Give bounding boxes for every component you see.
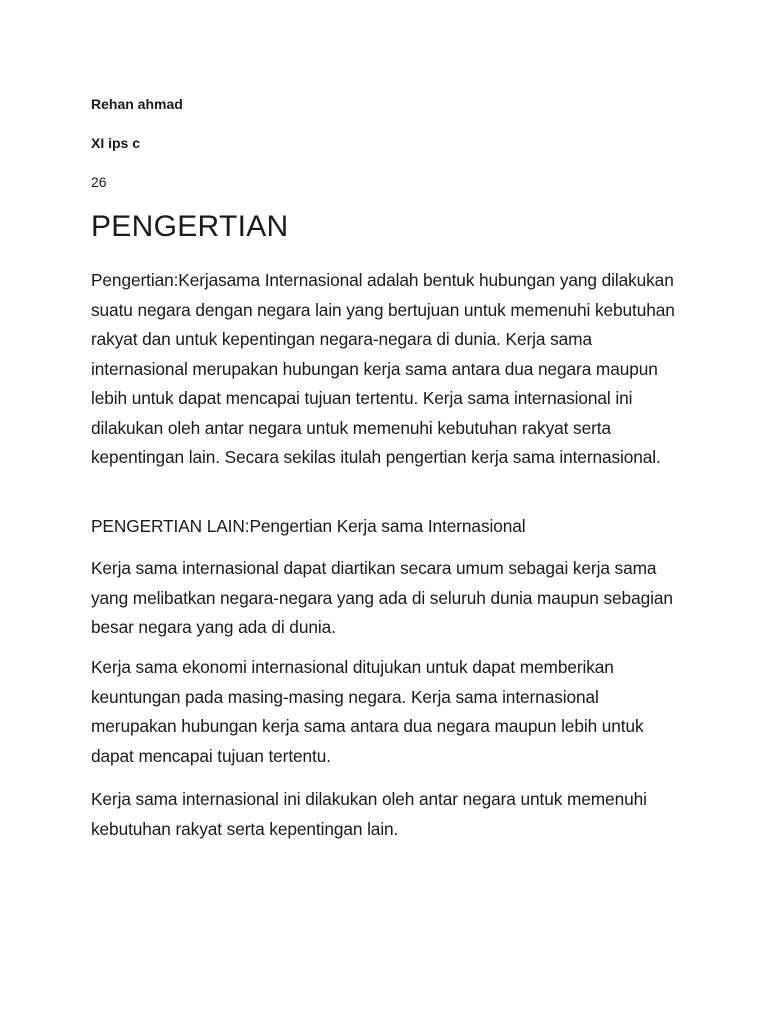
document-title: PENGERTIAN (91, 210, 289, 243)
class-label: XI ips c (91, 135, 141, 151)
paragraph-economic-cooperation: Kerja sama ekonomi internasional ditujukan untuk dapat memberikan keuntungan pada masing-masing negara. Kerja sama internasional merupakan hubungan kerja sama antara dua negara maupun lebih untuk dapat mencapai tujuan tertentu. (91, 657, 644, 766)
author-name: Rehan ahmad (91, 96, 183, 112)
paragraph-subheading: PENGERTIAN LAIN:Pengertian Kerja sama Internasional (91, 516, 526, 536)
paragraph-conclusion: Kerja sama internasional ini dilakukan oleh antar negara untuk memenuhi kebutuhan rakyat serta kepentingan lain. (91, 789, 647, 839)
paragraph-definition: Pengertian:Kerjasama Internasional adalah bentuk hubungan yang dilakukan suatu negara dengan negara lain yang bertujuan untuk memenuhi kebutuhan rakyat dan untuk kepentingan negara-negara di dunia. Kerja sama internasional merupakan hubungan kerja sama antara dua negara maupun lebih untuk dapat mencapai tujuan tertentu. Kerja sama internasional ini dilakukan oleh antar negara untuk memenuhi kebutuhan rakyat serta kepentingan lain. Secara sekilas itulah pengertian kerja sama internasional. (91, 270, 675, 467)
student-number: 26 (91, 174, 107, 190)
paragraph-general-meaning: Kerja sama internasional dapat diartikan secara umum sebagai kerja sama yang melibatkan negara-negara yang ada di seluruh dunia maupun sebagian besar negara yang ada di dunia. (91, 558, 673, 637)
